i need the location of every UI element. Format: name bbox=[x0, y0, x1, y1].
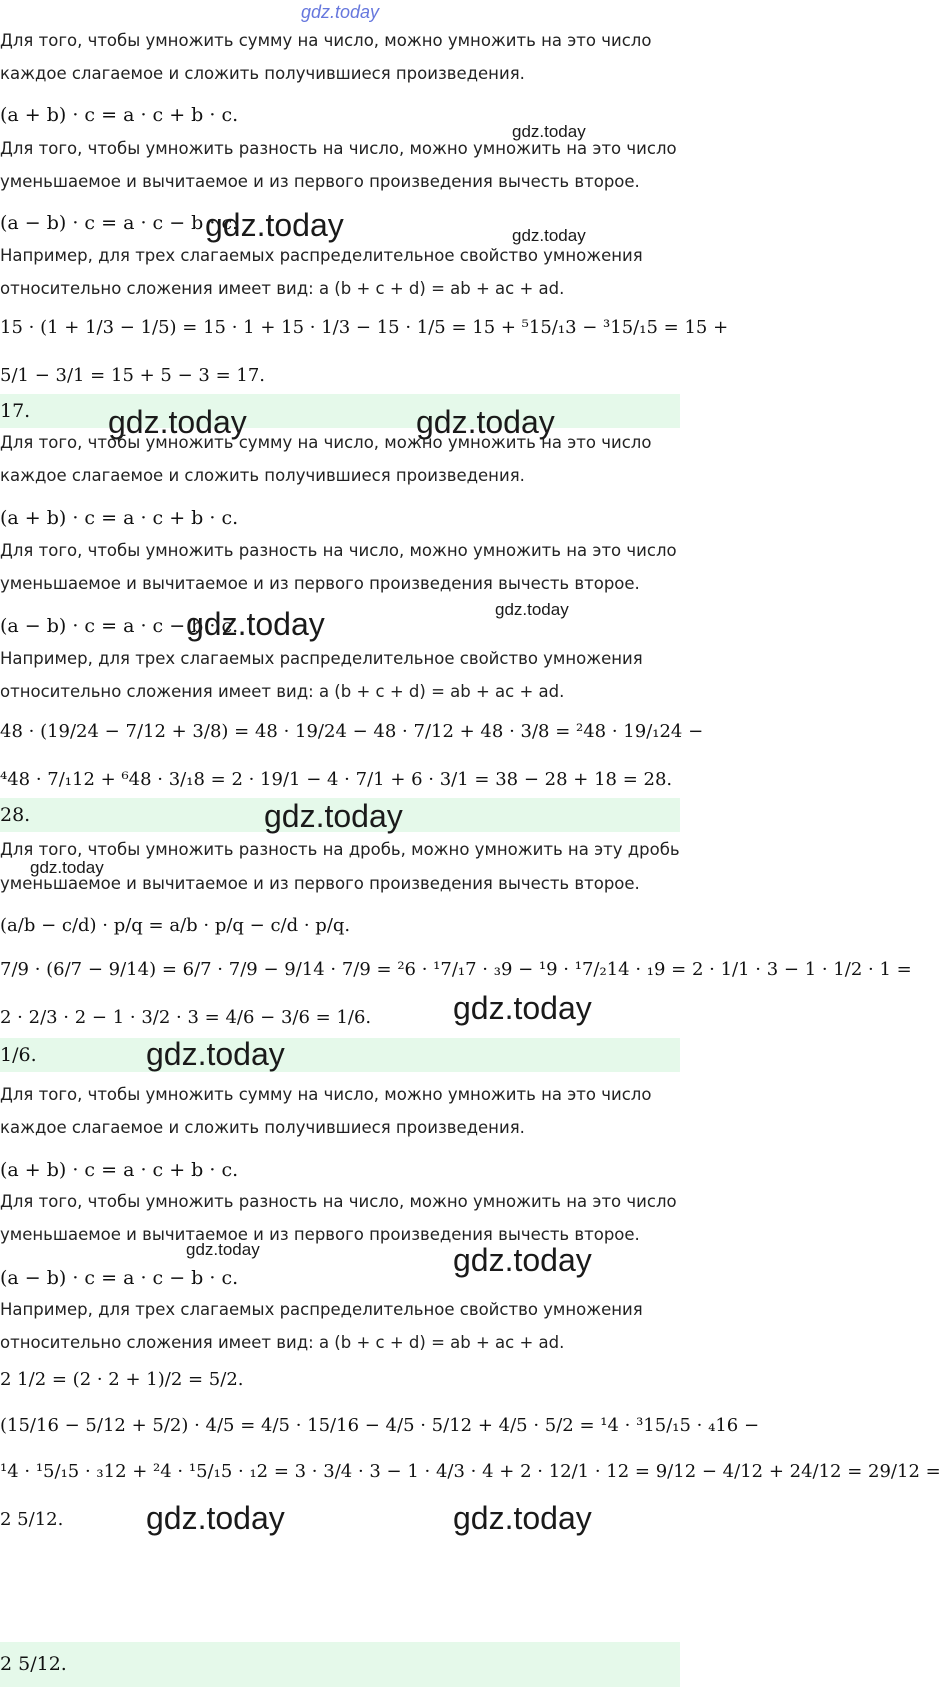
solution-line: 5/1 − 3/1 = 15 + 5 − 3 = 17. bbox=[0, 365, 265, 386]
answer: 28. bbox=[0, 804, 31, 826]
watermark: gdz.today bbox=[453, 990, 592, 1026]
watermark: gdz.today bbox=[146, 1500, 285, 1536]
watermark: gdz.today bbox=[108, 404, 247, 440]
solution-line: ⁴48 · 7/₁12 + ⁶48 · 3/₁8 = 2 · 19/1 − 4 · 7/1 + 6 · 3/1 = 38 − 28 + 18 = 28. bbox=[0, 769, 673, 790]
rule-example-text-2: относительно сложения имеет вид: a (b + c + d) = ab + ac + ad. bbox=[0, 1333, 565, 1352]
solution-line: (15/16 − 5/12 + 5/2) · 4/5 = 4/5 · 15/16 − 4/5 · 5/12 + 4/5 · 5/2 = ¹4 · ³15/₁5 · ₄16 − bbox=[0, 1415, 760, 1436]
rule-sum-text-1: Для того, чтобы умножить сумму на число, можно умножить на это число bbox=[0, 1085, 652, 1104]
watermark: gdz.today bbox=[453, 1500, 592, 1536]
answer: 17. bbox=[0, 400, 31, 422]
rule-sum-text-2: каждое слагаемое и сложить получившиеся произведения. bbox=[0, 466, 525, 485]
watermark: gdz.today bbox=[186, 1240, 260, 1259]
rule-example-text-1: Например, для трех слагаемых распределительное свойство умножения bbox=[0, 649, 643, 668]
answer: 2 5/12. bbox=[0, 1653, 67, 1675]
watermark: gdz.today bbox=[205, 207, 344, 243]
watermark: gdz.today bbox=[186, 606, 325, 642]
watermark: gdz.today bbox=[512, 122, 586, 141]
rule-example-text-1: Например, для трех слагаемых распределительное свойство умножения bbox=[0, 1300, 643, 1319]
answer-box bbox=[0, 394, 680, 428]
answer-box bbox=[0, 1642, 680, 1687]
solution-line: 2 5/12. bbox=[0, 1509, 64, 1530]
rule-diff-text-2: уменьшаемое и вычитаемое и из первого произведения вычесть второе. bbox=[0, 874, 640, 893]
rule-example-text-2: относительно сложения имеет вид: a (b + c + d) = ab + ac + ad. bbox=[0, 279, 565, 298]
rule-diff-text-2: уменьшаемое и вычитаемое и из первого произведения вычесть второе. bbox=[0, 574, 640, 593]
rule-sum-text-1: Для того, чтобы умножить сумму на число, можно умножить на это число bbox=[0, 31, 652, 50]
solution-line: ¹4 · ¹5/₁5 · ₃12 + ²4 · ¹5/₁5 · ₁2 = 3 · 3/4 · 3 − 1 · 4/3 · 4 + 2 · 12/1 · 12 = 9/12 − 4/12 + 24/12 = 29/12 = bbox=[0, 1461, 941, 1482]
rule-diff-formula: (a − b) · c = a · c − b · c. bbox=[0, 212, 239, 234]
watermark: gdz.today bbox=[512, 226, 586, 245]
rule-example-text-2: относительно сложения имеет вид: a (b + c + d) = ab + ac + ad. bbox=[0, 682, 565, 701]
watermark: gdz.today bbox=[264, 798, 403, 834]
top-watermark: gdz.today bbox=[300, 2, 380, 22]
rule-sum-formula: (a + b) · c = a · c + b · c. bbox=[0, 104, 239, 126]
solution-line: 15 · (1 + 1/3 − 1/5) = 15 · 1 + 15 · 1/3 − 15 · 1/5 = 15 + ⁵15/₁3 − ³15/₁5 = 15 + bbox=[0, 317, 729, 338]
rule-diff-text-1: Для того, чтобы умножить разность на число, можно умножить на это число bbox=[0, 541, 677, 560]
rule-sum-formula: (a + b) · c = a · c + b · c. bbox=[0, 507, 239, 529]
watermark: gdz.today bbox=[453, 1242, 592, 1278]
solution-line: 2 1/2 = (2 · 2 + 1)/2 = 5/2. bbox=[0, 1369, 244, 1390]
rule-example-text-1: Например, для трех слагаемых распределительное свойство умножения bbox=[0, 246, 643, 265]
rule-diff-text-2: уменьшаемое и вычитаемое и из первого произведения вычесть второе. bbox=[0, 1225, 640, 1244]
rule-diff-formula: (a − b) · c = a · c − b · c. bbox=[0, 1267, 239, 1289]
watermark: gdz.today bbox=[146, 1036, 285, 1072]
rule-diff-formula: (a − b) · c = a · c − b · c. bbox=[0, 615, 239, 637]
answer: 1/6. bbox=[0, 1044, 37, 1066]
solution-line: 48 · (19/24 − 7/12 + 3/8) = 48 · 19/24 − 48 · 7/12 + 48 · 3/8 = ²48 · 19/₁24 − bbox=[0, 721, 704, 742]
watermark: gdz.today bbox=[416, 404, 555, 440]
rule-frac-text-1: Для того, чтобы умножить разность на дробь, можно умножить на эту дробь bbox=[0, 840, 680, 859]
rule-sum-text-2: каждое слагаемое и сложить получившиеся произведения. bbox=[0, 1118, 525, 1137]
solution-line: 2 · 2/3 · 2 − 1 · 3/2 · 3 = 4/6 − 3/6 = 1/6. bbox=[0, 1007, 372, 1028]
rule-sum-text-1: Для того, чтобы умножить сумму на число, можно умножить на это число bbox=[0, 433, 652, 452]
rule-sum-text-2: каждое слагаемое и сложить получившиеся произведения. bbox=[0, 64, 525, 83]
answer-box bbox=[0, 1038, 680, 1072]
watermark: gdz.today bbox=[30, 858, 104, 877]
rule-diff-text-1: Для того, чтобы умножить разность на число, можно умножить на это число bbox=[0, 139, 677, 158]
rule-diff-text-1: Для того, чтобы умножить разность на число, можно умножить на это число bbox=[0, 1192, 677, 1211]
rule-diff-text-2: уменьшаемое и вычитаемое и из первого произведения вычесть второе. bbox=[0, 172, 640, 191]
rule-sum-formula: (a + b) · c = a · c + b · c. bbox=[0, 1159, 239, 1181]
solution-line: 7/9 · (6/7 − 9/14) = 6/7 · 7/9 − 9/14 · 7/9 = ²6 · ¹7/₁7 · ₃9 − ¹9 · ¹7/₂14 · ₁9 = 2 · 1/1 · 3 − 1 · 1/2 · 1 = bbox=[0, 959, 912, 980]
watermark: gdz.today bbox=[495, 600, 569, 619]
rule-frac-formula: (a/b − c/d) · p/q = a/b · p/q − c/d · p/q. bbox=[0, 915, 351, 936]
